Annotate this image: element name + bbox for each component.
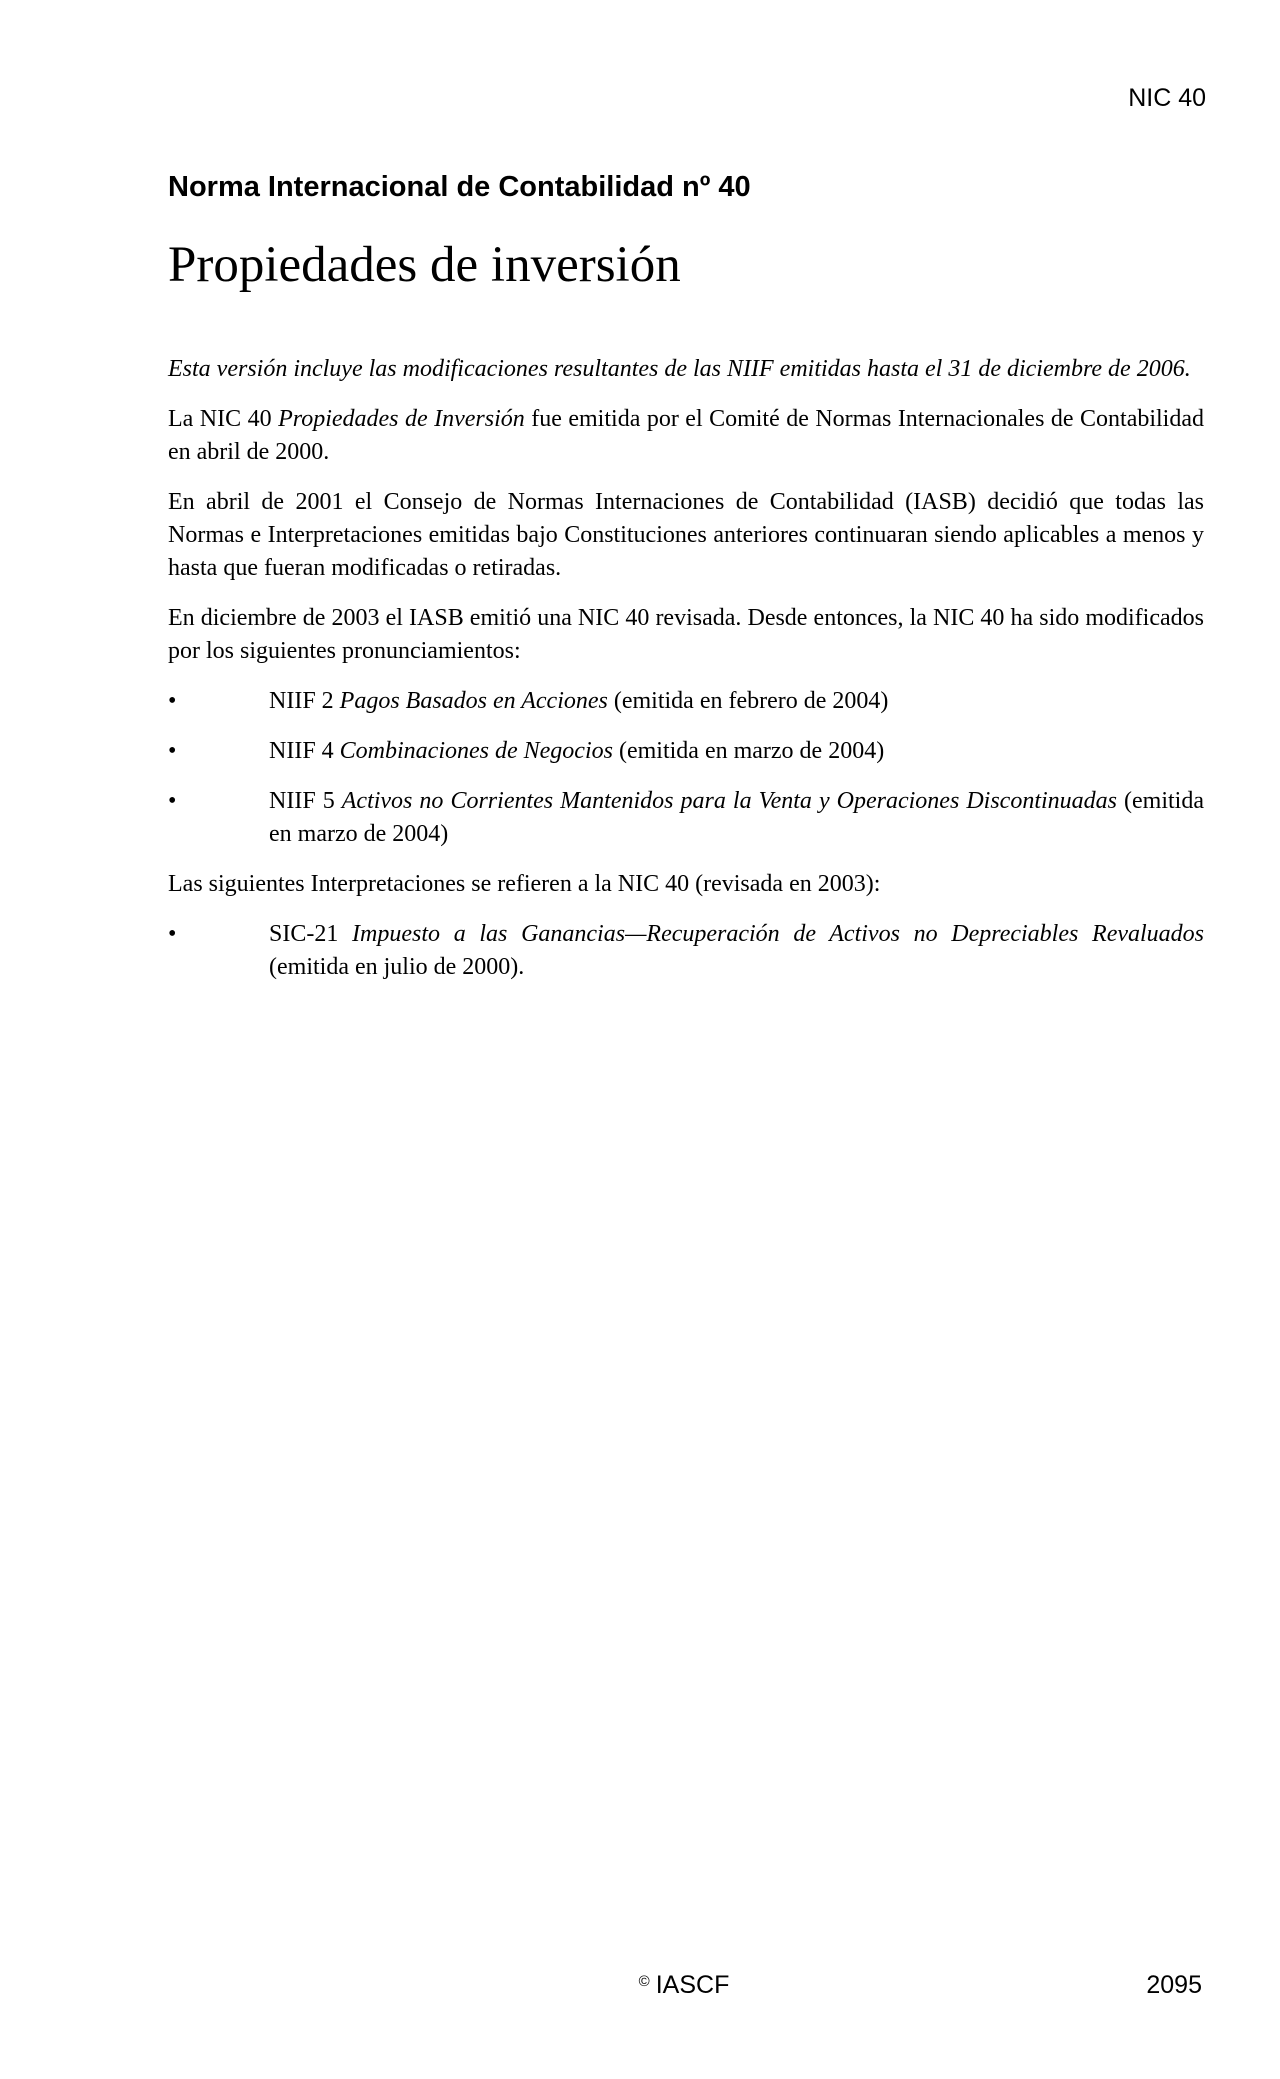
issuance-paragraph (168, 403, 1204, 469)
list-item-text (269, 918, 1204, 984)
list-item-ref: SIC-21 (269, 920, 353, 947)
list-item (168, 735, 1204, 768)
list-item-ref: NIIF 5 (269, 787, 342, 814)
standard-name: Propiedades de Inversión (278, 405, 525, 432)
list-item-date: (emitida en febrero de 2004) (607, 687, 889, 714)
list-item-date: (emitida en marzo de 2004) (269, 787, 1205, 847)
list-item-title: Pagos Basados en Acciones (339, 687, 608, 714)
footer-copyright (0, 1971, 1280, 2000)
revision-paragraph: En diciembre de 2003 el IASB emitió una NIC 40 revisada. Desde entonces, la NIC 40 ha sido modificados por los siguientes pronunciamientos: (168, 604, 1204, 664)
bullet-icon: • (168, 920, 177, 947)
list-item-date: (emitida en julio de 2000). (269, 953, 525, 980)
footer-org: IASCF (655, 1971, 730, 1999)
list-item (168, 918, 1204, 984)
list-item-title: Impuesto a las Ganancias—Recuperación de Activos no Depreciables Revaluados (352, 920, 1205, 947)
list-item-title: Combinaciones de Negocios (339, 737, 613, 764)
list-item-text (269, 735, 1204, 768)
issuance-text-post: fue emitida por el Comité de Normas Internacionales de Contabilidad en abril de 2000. (168, 405, 1204, 465)
issuance-text-pre: La NIC 40 (168, 405, 279, 432)
header-document-code: NIC 40 (1128, 84, 1206, 112)
list-item-text (269, 785, 1204, 851)
bullet-icon: • (168, 737, 177, 764)
document-body (168, 170, 1204, 1001)
page-title: Propiedades de inversión (168, 236, 681, 293)
interpretations-paragraph: Las siguientes Interpretaciones se refieren a la NIC 40 (revisada en 2003): (168, 870, 881, 897)
list-item-ref: NIIF 2 (269, 687, 340, 714)
list-item (168, 685, 1204, 718)
document-subtitle: Norma Internacional de Contabilidad nº 40 (168, 171, 751, 203)
version-note: Esta versión incluye las modificaciones resultantes de las NIIF emitidas hasta el 31 de diciembre de 2006. (168, 355, 1191, 382)
list-item-ref: NIIF 4 (269, 737, 340, 764)
iasb-paragraph: En abril de 2001 el Consejo de Normas Internaciones de Contabilidad (IASB) decidió que todas las Normas e Interpretaciones emitidas bajo Constituciones anteriores continuaran siendo aplicables a menos y hasta que fueran modificadas o retiradas. (168, 488, 1204, 581)
list-item (168, 785, 1204, 851)
list-item-text (269, 685, 1204, 718)
bullet-icon: • (168, 787, 177, 814)
list-item-date: (emitida en marzo de 2004) (612, 737, 885, 764)
bullet-icon: • (168, 687, 177, 714)
page-number: 2095 (1146, 1971, 1202, 1999)
copyright-icon: © (638, 1973, 650, 1990)
list-item-title: Activos no Corrientes Mantenidos para la Venta y Operaciones Discontinuadas (341, 787, 1117, 814)
